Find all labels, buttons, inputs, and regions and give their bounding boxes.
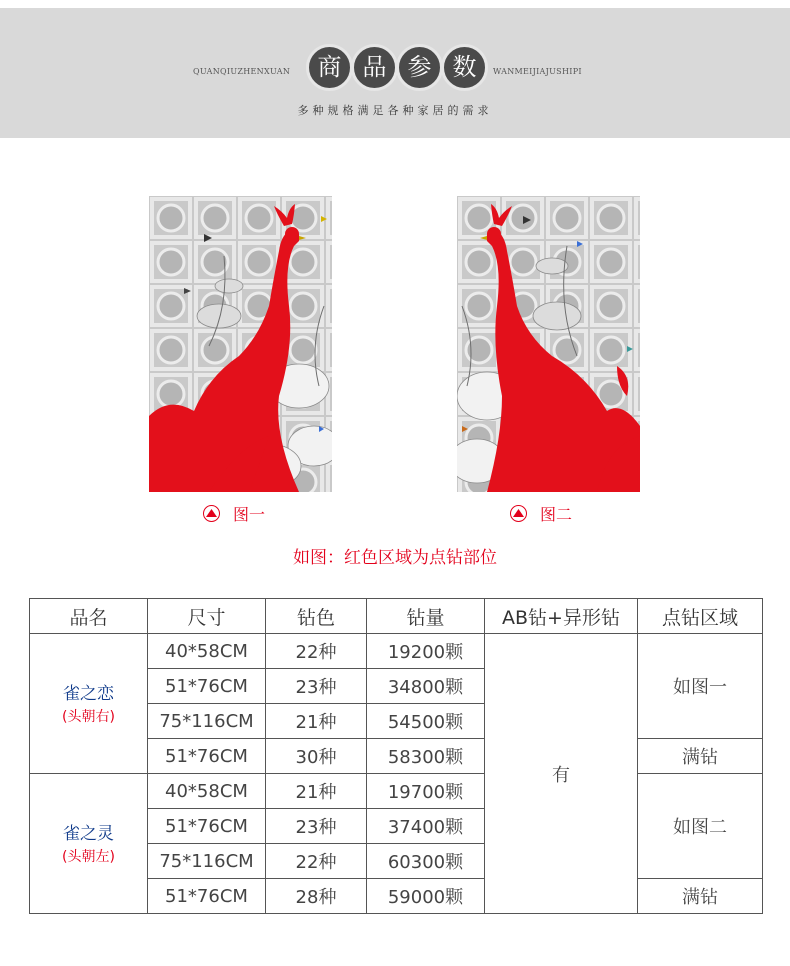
ab-drill-cell: 有 — [485, 634, 638, 914]
size-cell: 40*58CM — [148, 774, 266, 809]
color-count-cell: 23种 — [266, 809, 367, 844]
product-name-cell — [30, 774, 148, 914]
header-subtitle: 多种规格满足各种家居的需求 — [297, 104, 493, 117]
drill-count-cell: 54500颗 — [367, 704, 485, 739]
size-cell: 51*76CM — [148, 809, 266, 844]
full-drill-cell: 满钻 — [638, 879, 763, 914]
title-circles — [301, 44, 489, 92]
drill-count-cell: 60300颗 — [367, 844, 485, 879]
header-product-name: 品名 — [30, 599, 148, 634]
color-count-cell: 21种 — [266, 774, 367, 809]
table-header-row — [30, 599, 763, 634]
color-count-cell: 21种 — [266, 704, 367, 739]
color-count-cell: 22种 — [266, 634, 367, 669]
figure-one-image — [149, 196, 332, 492]
drill-count-cell: 34800颗 — [367, 669, 485, 704]
product-name: 雀之灵 — [63, 823, 114, 844]
product-name-cell — [30, 634, 148, 774]
table-row — [30, 774, 763, 809]
header-drill-count: 钻量 — [367, 599, 485, 634]
size-cell: 51*76CM — [148, 739, 266, 774]
full-drill-cell: 满钻 — [638, 739, 763, 774]
color-count-cell: 30种 — [266, 739, 367, 774]
size-cell: 51*76CM — [148, 879, 266, 914]
drill-count-cell: 59000颗 — [367, 879, 485, 914]
drill-area-cell: 如图一 — [638, 634, 763, 739]
product-orientation: (头朝左) — [62, 848, 115, 865]
color-count-cell: 23种 — [266, 669, 367, 704]
figure-two-caption — [510, 502, 572, 524]
figure-one-caption-text: 图一 — [233, 504, 266, 524]
size-cell: 40*58CM — [148, 634, 266, 669]
product-orientation: (头朝右) — [62, 708, 115, 725]
title-char-circle: 数 — [441, 44, 488, 91]
spec-table — [29, 598, 763, 914]
header-banner — [0, 8, 790, 138]
color-count-cell: 28种 — [266, 879, 367, 914]
header-drill-area: 点钻区域 — [638, 599, 763, 634]
size-cell: 75*116CM — [148, 844, 266, 879]
figure-two-image — [457, 196, 640, 492]
header-ab-drill: AB钻+异形钻 — [485, 599, 638, 634]
header-size: 尺寸 — [148, 599, 266, 634]
header-color-count: 钻色 — [266, 599, 367, 634]
up-arrow-circle-icon — [203, 505, 220, 522]
figure-one-caption — [203, 502, 265, 524]
drill-area-cell: 如图二 — [638, 774, 763, 879]
drill-count-cell: 58300颗 — [367, 739, 485, 774]
title-char-circle: 参 — [396, 44, 443, 91]
title-char-circle: 商 — [306, 44, 353, 91]
drill-count-cell: 19200颗 — [367, 634, 485, 669]
drill-count-cell: 37400颗 — [367, 809, 485, 844]
product-name: 雀之恋 — [63, 683, 114, 704]
drill-count-cell: 19700颗 — [367, 774, 485, 809]
header-left-text: QUANQIUZHENXUAN — [193, 67, 291, 76]
header-right-text: WANMEIJIAJUSHIPI — [493, 67, 582, 76]
up-arrow-circle-icon — [510, 505, 527, 522]
figure-two-caption-text: 图二 — [540, 504, 573, 524]
drill-area-note: 如图：红色区域为点钻部位 — [293, 548, 497, 568]
title-char-circle: 品 — [351, 44, 398, 91]
size-cell: 51*76CM — [148, 669, 266, 704]
color-count-cell: 22种 — [266, 844, 367, 879]
size-cell: 75*116CM — [148, 704, 266, 739]
table-row — [30, 634, 763, 669]
